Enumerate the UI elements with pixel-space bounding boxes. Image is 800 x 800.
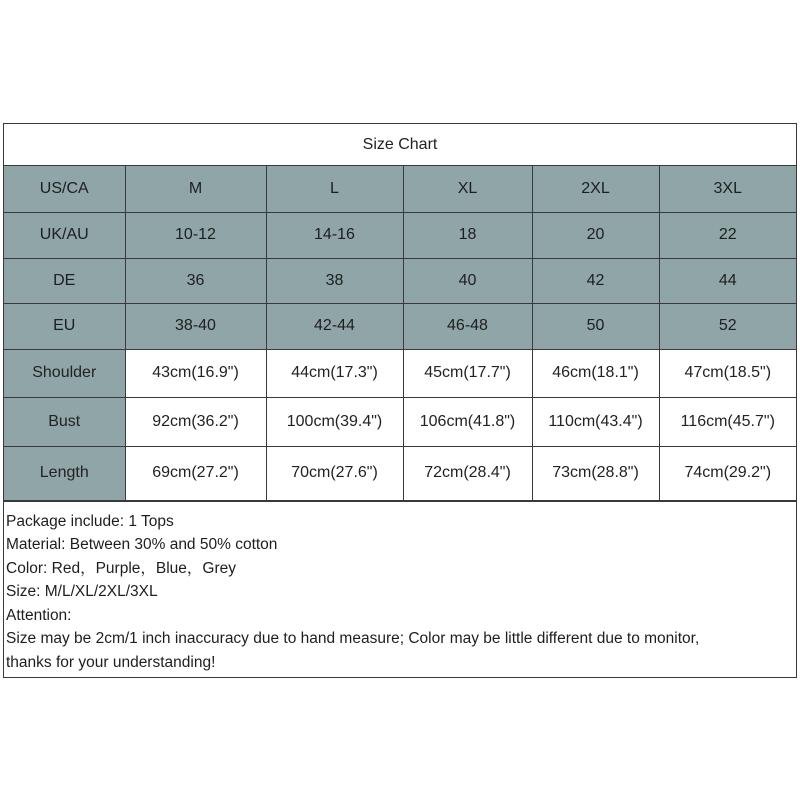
size-cell: 2XL <box>532 166 659 212</box>
note-attention-heading: Attention: <box>6 606 72 624</box>
measure-cell: 92cm(36.2") <box>125 397 266 446</box>
size-cell: 36 <box>125 258 266 303</box>
size-table <box>4 166 796 501</box>
size-cell: 42 <box>532 258 659 303</box>
measure-cell: 47cm(18.5") <box>659 349 796 397</box>
size-cell: 20 <box>532 212 659 258</box>
product-notes <box>4 501 796 675</box>
measure-cell: 45cm(17.7") <box>403 349 532 397</box>
size-cell: 18 <box>403 212 532 258</box>
measure-row-bust <box>4 397 796 446</box>
size-row-us-ca <box>4 166 796 212</box>
size-cell: 44 <box>659 258 796 303</box>
row-label: UK/AU <box>4 212 125 258</box>
measure-cell: 74cm(29.2") <box>659 446 796 500</box>
row-label: EU <box>4 303 125 349</box>
row-label: Bust <box>4 397 125 446</box>
measure-cell: 110cm(43.4") <box>532 397 659 446</box>
size-chart-sheet <box>3 123 797 678</box>
size-cell: 3XL <box>659 166 796 212</box>
measure-cell: 106cm(41.8") <box>403 397 532 446</box>
note-material: Material: Between 30% and 50% cotton <box>6 536 278 553</box>
note-size: Size: M/L/XL/2XL/3XL <box>6 583 158 600</box>
size-cell: XL <box>403 166 532 212</box>
row-label: Shoulder <box>4 349 125 397</box>
chart-title: Size Chart <box>4 124 796 166</box>
measure-row-shoulder <box>4 349 796 397</box>
row-label: Length <box>4 446 125 500</box>
measure-cell: 73cm(28.8") <box>532 446 659 500</box>
measure-cell: 46cm(18.1") <box>532 349 659 397</box>
size-cell: 52 <box>659 303 796 349</box>
note-thanks: thanks for your understanding! <box>6 653 216 671</box>
size-cell: 38 <box>266 258 403 303</box>
size-cell: 14-16 <box>266 212 403 258</box>
size-cell: 38-40 <box>125 303 266 349</box>
measure-cell: 70cm(27.6") <box>266 446 403 500</box>
size-cell: M <box>125 166 266 212</box>
measure-cell: 44cm(17.3") <box>266 349 403 397</box>
size-cell: L <box>266 166 403 212</box>
measure-row-length <box>4 446 796 500</box>
note-color: Color: Red，Purple，Blue，Grey <box>6 559 237 577</box>
size-cell: 50 <box>532 303 659 349</box>
size-cell: 10-12 <box>125 212 266 258</box>
row-label: DE <box>4 258 125 303</box>
size-row-de <box>4 258 796 303</box>
size-cell: 40 <box>403 258 532 303</box>
measure-cell: 43cm(16.9") <box>125 349 266 397</box>
note-attention-text: Size may be 2cm/1 inch inaccuracy due to hand measure; Color may be little different due to monitor, <box>6 630 700 647</box>
measure-cell: 69cm(27.2") <box>125 446 266 500</box>
size-cell: 42-44 <box>266 303 403 349</box>
size-cell: 46-48 <box>403 303 532 349</box>
measure-cell: 72cm(28.4") <box>403 446 532 500</box>
size-row-eu <box>4 303 796 349</box>
size-row-uk-au <box>4 212 796 258</box>
note-package: Package include: 1 Tops <box>6 512 174 530</box>
size-cell: 22 <box>659 212 796 258</box>
measure-cell: 116cm(45.7") <box>659 397 796 446</box>
measure-cell: 100cm(39.4") <box>266 397 403 446</box>
row-label: US/CA <box>4 166 125 212</box>
